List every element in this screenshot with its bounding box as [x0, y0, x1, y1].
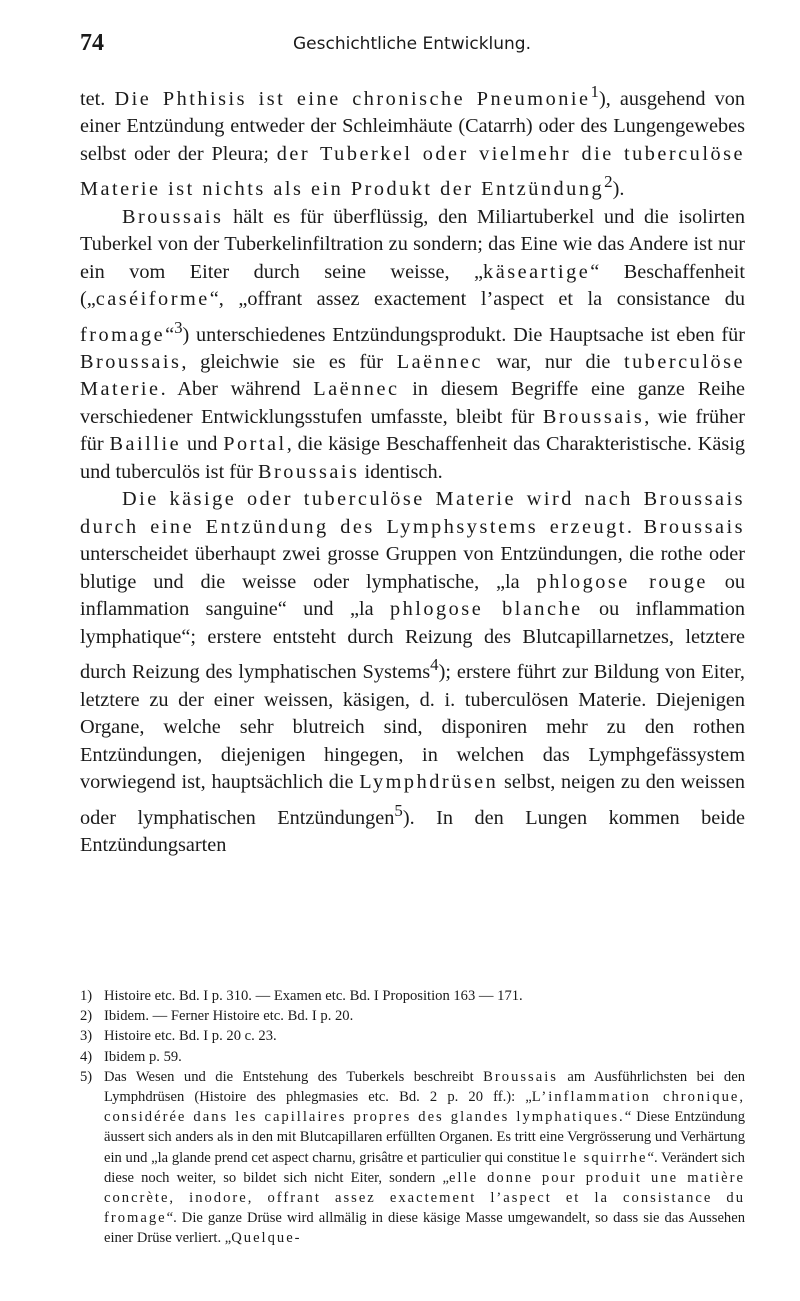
spaced-thesis: Die Phthisis ist eine chronische Pneumonie [114, 87, 591, 110]
footnotes [80, 986, 745, 1249]
footnote-number: 5) [80, 1068, 93, 1085]
footnote-number: 4) [80, 1048, 93, 1065]
footnote-text: Ibidem p. 59. [104, 1048, 182, 1065]
spaced-thesis: der Tuberkel oder vielmehr die tuberculöse Materie ist nichts als ein Produkt der Entzündung [80, 142, 745, 201]
page-header [80, 30, 744, 60]
spaced-quote: L’inflammation chronique, considérée dans les capillaires propres des glandes lymphatiques. [104, 1089, 745, 1126]
spaced-term: fromage [80, 323, 166, 346]
footnote-ref-2[interactable]: 2 [604, 172, 613, 192]
paragraph-1: tet. Die Phthisis ist eine chronische Pneumonie$^1$), ausgehend von einer Entzündung entweder der Schleimhäute (Catarrh) oder des Lungengewebes selbst oder der Pleura; der Tuberkel oder vielmehr die tuberculöse Materie ist nichts als ein Produkt der Entzündung$^2$). [80, 82, 745, 201]
person-name: Broussais [80, 350, 182, 373]
person-name: Broussais [258, 460, 360, 483]
footnote-ref-3[interactable]: 3 [174, 317, 183, 337]
footnote-ref-1[interactable]: 1 [590, 82, 599, 101]
spaced-quote: elle donne pour produit une matière concrète, inodore, offrant assez exactement l’aspect et la consistance du fromage [104, 1169, 745, 1227]
page-number: 74 [80, 30, 104, 56]
spaced-thesis: Die käsige oder tuberculöse Materie wird nach Broussais durch eine Entzündung des Lymphsystems erzeugt. [80, 488, 745, 538]
footnote-2 [80, 1006, 745, 1026]
body-text [80, 78, 745, 859]
footnote-text: Ibidem. — Ferner Histoire etc. Bd. I p. 20. [104, 1008, 354, 1025]
footnote-ref-5[interactable]: 5 [394, 800, 403, 820]
person-name: Broussais [643, 515, 745, 538]
footnote-5: 5) Das Wesen und die Entstehung des Tuberkels beschreibt Broussais am Ausführlichsten bei den Lymphdrüsen (Histoire des phlegmasies etc. Bd. 2 p. 20 ff.): „L’inflammation chronique, considérée dans les capillaires propres des glandes lymphatiques.“ Diese Entzündung äussert sich anders als in den mit Blutcapillaren erfüllten Organen. Es tritt eine Vergrösserung und Verhärtung ein und „la glande prend cet aspect charnu, grisâtre et particulier qui constitue le squirrhe“. Verändert sich diese noch weiter, so bildet sich nicht Eiter, sondern „elle donne pour produit une matière concrète, inodore, offrant assez exactement l’aspect et la consistance du fromage“. Die ganze Drüse wird allmälig in diese käsige Masse umgewandelt, so dass sie das Aussehen einer Drüse verliert. „Quelque- [80, 1068, 745, 1247]
footnote-number: 1) [80, 988, 93, 1004]
person-name: Laënnec [313, 378, 400, 401]
footnote-3 [80, 1026, 745, 1046]
running-head: Geschichtliche Entwicklung. [292, 34, 532, 54]
footnote-text: Histoire etc. Bd. I p. 310. — Examen etc. Bd. I Proposition 163 — 171. [104, 988, 523, 1004]
footnote-4 [80, 1047, 745, 1067]
person-name: Broussais [122, 205, 224, 228]
spaced-term: caséiforme [95, 288, 210, 311]
person-name: Baillie [109, 433, 182, 456]
spaced-term: käseartige [483, 260, 591, 283]
spaced-term: le squirrhe [563, 1149, 648, 1166]
spaced-term: Lymphdrüsen [359, 771, 499, 794]
footnote-text: Histoire etc. Bd. I p. 20 c. 23. [104, 1028, 277, 1045]
spaced-term: phlogose blanche [389, 598, 583, 621]
spaced-term: tuberculöse Materie [80, 350, 745, 401]
spaced-term: phlogose rouge [536, 570, 708, 593]
spaced-term: Quelque- [231, 1230, 302, 1247]
footnote-number: 3) [80, 1028, 93, 1045]
footnote-ref-4[interactable]: 4 [430, 655, 439, 675]
person-name: Broussais [542, 405, 645, 428]
person-name: Portal [223, 433, 287, 456]
paragraph-3: Die käsige oder tuberculöse Materie wird nach Broussais durch eine Entzündung des Lymphsystems erzeugt. Broussais unterscheidet überhaupt zwei grosse Gruppen von Entzündungen, die rothe oder blutige und die weisse oder lymphatische, „la phlogose rouge ou inflammation sanguine“ und „la phlogose blanche ou inflammation lymphatique“; erstere entsteht durch Reizung des Blutcapillarnetzes, letztere durch Reizung des lymphatischen Systems$^4$); erstere führt zur Bildung von Eiter, letztere zu der einer weissen, käsigen, d. i. tuberculösen Materie. Diejenigen Organe, welche sehr blutreich sind, disponiren mehr zu den rothen Entzündungen, diejenigen hingegen, in welchen das Lymphgefässystem vorwiegend ist, hauptsächlich die Lymphdrüsen selbst, neigen zu den weissen oder lymphatischen Entzündungen$^5$). In den Lungen kommen beide Entzündungsarten [80, 488, 745, 856]
person-name: Broussais [483, 1068, 558, 1085]
footnote-1 [80, 986, 745, 1006]
paragraph-2: Broussais hält es für überflüssig, den Miliartuberkel und die isolirten Tuberkel von der Tuberkelinfiltration zu sondern; das Eine wie das Andere ist nur ein vom Eiter durch seine weisse, „käseartige“ Beschaffenheit („caséiforme“, „offrant assez exactement l’aspect et la consistance du fromage“$^3$) unterschiedenes Entzündungsprodukt. Die Hauptsache ist eben für Broussais, gleichwie sie es für Laënnec war, nur die tuberculöse Materie. Aber während Laënnec in diesem Begriffe eine ganze Reihe verschiedener Entwicklungsstufen umfasste, bleibt für Broussais, wie früher für Baillie und Portal, die käsige Beschaffenheit das Charakteristische. Käsig und tuberculös ist für Broussais identisch. [80, 205, 746, 483]
footnote-number: 2) [80, 1008, 93, 1025]
person-name: Laënnec [396, 350, 483, 373]
